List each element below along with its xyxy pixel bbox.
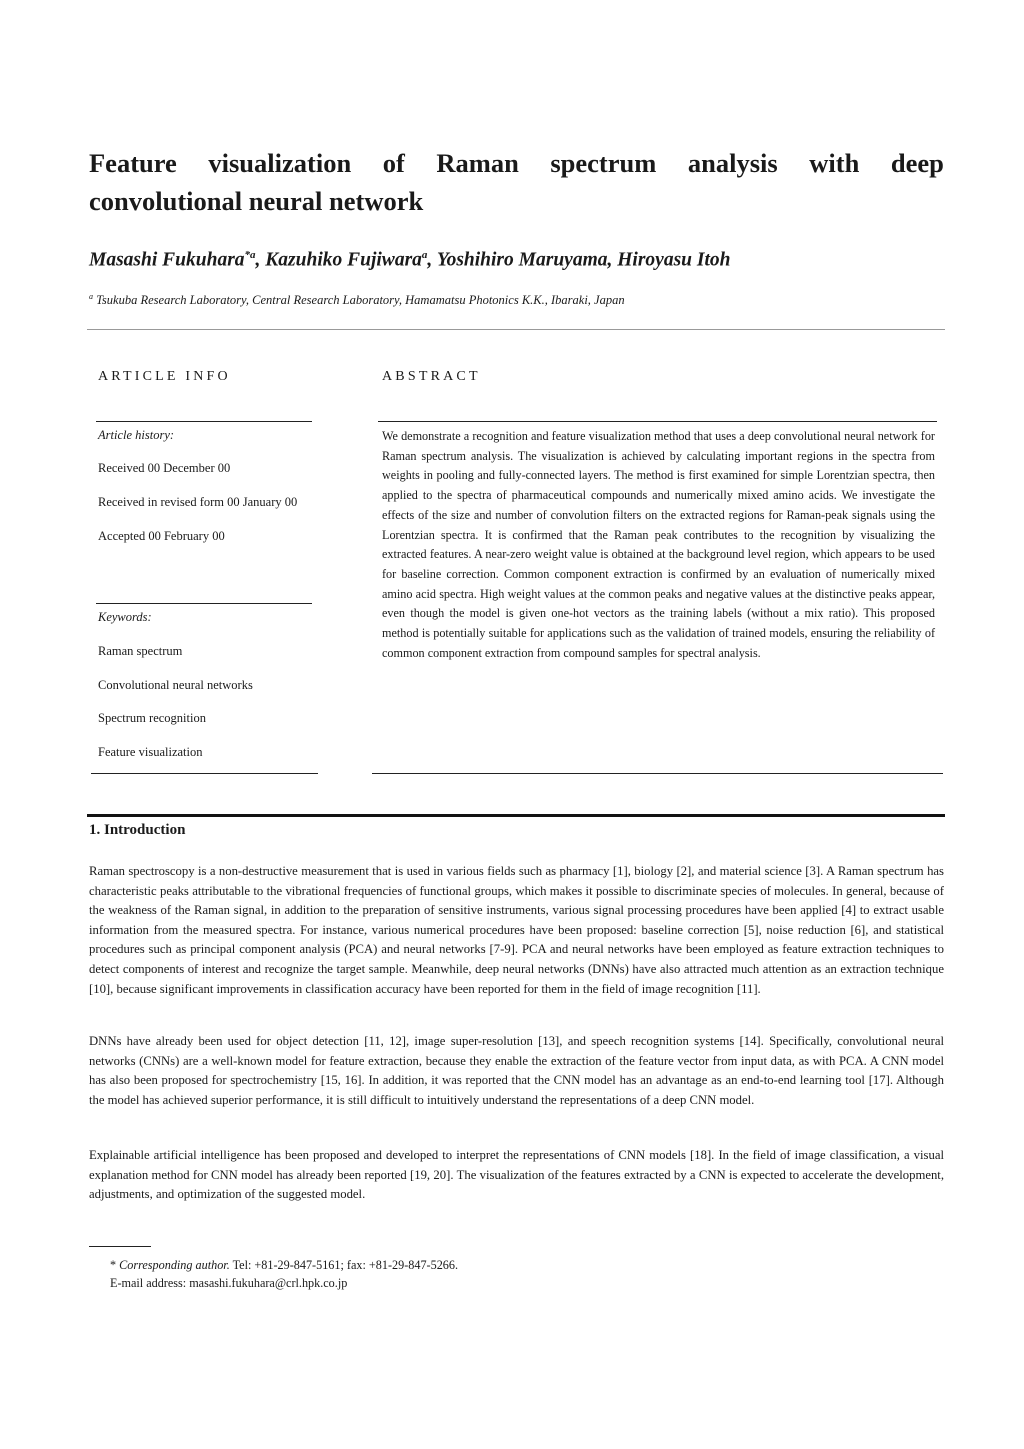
author-mark: a <box>421 249 428 261</box>
affiliation-mark: a <box>89 292 93 301</box>
keyword-item: Convolutional neural networks <box>98 678 253 692</box>
title-line-2: convolutional neural network <box>89 186 424 216</box>
history-label: Article history: <box>98 428 175 442</box>
title-word: of <box>382 148 405 178</box>
article-info-bottom-rule <box>91 773 318 774</box>
title-word: with <box>809 148 860 178</box>
intro-paragraph: Explainable artificial intelligence has been proposed and developed to interpret the representations of CNN models [18]. In the field of image classification, a visual explanation method for CNN model has already been reported [19, 20]. The visualization of the features extracted by a CNN is expected to accelerate the development, adjustments, and optimization of the suggested model. <box>89 1148 944 1202</box>
author-name: Hiroyasu Itoh <box>617 249 731 271</box>
intro-paragraph: DNNs have already been used for object detection [11, 12], image super-resolution [13], and speech recognition systems [14]. Specifically, convolutional neural networks (CNNs) are a well-known model for feature extraction, because they enable the extraction of the feature vector from input data, as with PCA. A CNN model has also been proposed for spectrochemistry [15, 16]. In addition, it was reported that the CNN model has an advantage as an end-to-end learning tool [17]. Although the model has achieved superior performance, it is still difficult to intuitively understand the representations of a deep CNN model. <box>89 1034 944 1107</box>
section-divider <box>87 814 945 817</box>
keyword-item: Raman spectrum <box>98 644 183 658</box>
footnote-label: Corresponding author. <box>119 1258 230 1272</box>
title-word: spectrum <box>550 148 657 178</box>
footnote-rule <box>89 1246 151 1247</box>
revised-date: Received in revised form 00 January 00 <box>98 495 298 509</box>
title-word: visualization <box>208 148 352 178</box>
author-name: Masashi Fukuhara <box>89 249 245 271</box>
section-heading: 1. Introduction <box>89 822 186 838</box>
author-list: Masashi Fukuhara$^{*a}$, Kazuhiko Fujiwara$^a$, Yoshihiro Maruyama, Hiroyasu Itoh <box>89 249 731 271</box>
footnote-corresponding <box>110 1258 458 1273</box>
author-name: Kazuhiko Fujiwara <box>265 249 422 271</box>
title-word: deep <box>890 148 944 178</box>
footnote-contact: Tel: +81-29-847-5161; fax: +81-29-847-5266. <box>232 1258 459 1272</box>
keywords-label: Keywords: <box>98 610 152 624</box>
title-word: analysis <box>687 148 778 178</box>
received-date: Received 00 December 00 <box>98 461 231 475</box>
keyword-item: Spectrum recognition <box>98 711 206 725</box>
header-divider <box>87 329 945 330</box>
keyword-item: Feature visualization <box>98 745 203 759</box>
abstract-heading: ABSTRACT <box>382 369 481 384</box>
author-mark: *a <box>244 249 256 261</box>
title-line-1 <box>89 144 944 182</box>
article-info-rule <box>96 421 312 422</box>
abstract-rule <box>378 421 937 422</box>
abstract-text: We demonstrate a recognition and feature visualization method that uses a deep convolutional neural network for Raman spectrum analysis. The visualization is achieved by calculating important regions in the spectra from weights in pooling and fully-connected layers. The method is first examined for simple Lorentzian spectra, then applied to the spectra of pharmaceutical compounds and numerically mixed amino acids. We investigate the effects of the size and number of convolution filters on the extracted regions for Raman-peak signals using the Lorentzian spectra. It is confirmed that the Raman peak contributes to the recognition by visualizing the extracted features. A near-zero weight value is obtained at the background level region, which appears to be used for baseline correction. Common component extraction is confirmed by an evaluation of numerically mixed amino acid spectra. High weight values at the common peaks and negative values at the distinctive peaks appear, even though the model is given one-hot vectors as the training labels (without a mix ratio). This proposed method is potentially suitable for applications such as the validation of trained models, ensuring the reliability of common component extraction from compound samples for spectral analysis. <box>382 429 935 660</box>
abstract-bottom-rule <box>372 773 943 774</box>
intro-paragraph: Raman spectroscopy is a non-destructive measurement that is used in various fields such as pharmacy [1], biology [2], and material science [3]. A Raman spectrum has characteristic peaks attributable to the vibrational frequencies of functional groups, which makes it possible to discriminate species of molecules. In general, because of the weakness of the Raman signal, in addition to the preparation of sensitive instruments, various signal processing procedures have been applied [4] to extract usable information from the measured spectra. For instance, various numerical procedures have been proposed: baseline correction [5], noise reduction [6], and statistical procedures such as principal component analysis (PCA) and neural networks [7-9]. PCA and neural networks have been employed as feature extraction techniques to detect components of interest and recognize the target sample. Meanwhile, deep neural networks (DNNs) have also attracted much attention as an extraction technique [10], because significant improvements in classification accuracy have been reported for them in the field of image recognition [11]. <box>89 864 944 996</box>
title-word: Raman <box>436 148 519 178</box>
keywords-rule <box>96 603 312 604</box>
affiliation-text: Tsukuba Research Laboratory, Central Research Laboratory, Hamamatsu Photonics K.K., Ibaraki, Japan <box>96 293 625 308</box>
accepted-date: Accepted 00 February 00 <box>98 529 225 543</box>
affiliation <box>89 292 625 308</box>
paper-title <box>89 144 944 220</box>
article-info-heading: ARTICLE INFO <box>98 369 231 384</box>
footnote-email: E-mail address: masashi.fukuhara@crl.hpk.co.jp <box>110 1276 348 1290</box>
footnote-marker: * <box>110 1258 117 1272</box>
title-word: Feature <box>89 148 177 178</box>
author-name: Yoshihiro Maruyama <box>436 249 608 271</box>
